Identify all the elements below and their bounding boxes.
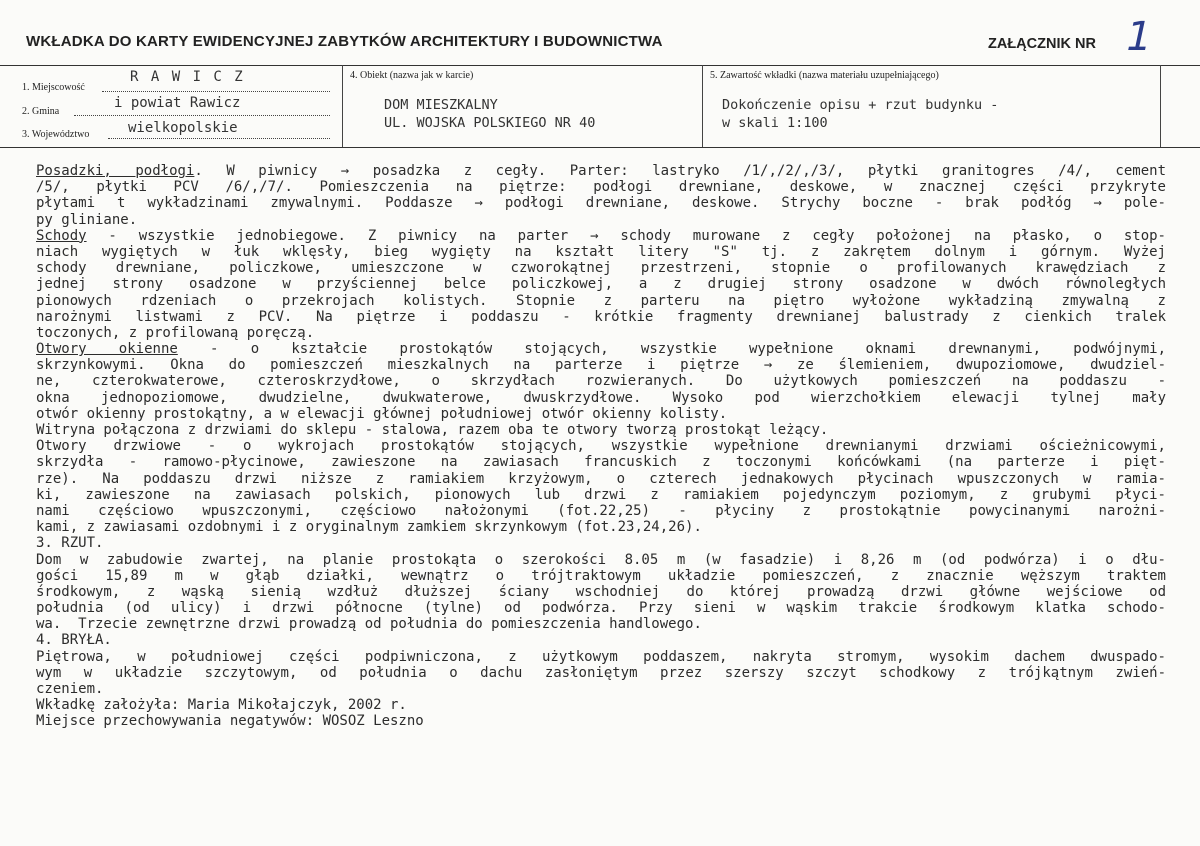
- object-name: DOM MIESZKALNY: [384, 97, 498, 113]
- wojewodztwo-value: wielkopolskie: [128, 120, 238, 136]
- text-line: [36, 163, 1166, 179]
- text-span: - wszystkie jednobiegowe. Z piwnicy na parter → schody murowane z cegły położonej na płasko, o stop-: [86, 227, 1166, 244]
- text-line: południa (od ulicy) i drzwi północne (tylne) od podwórza. Przy sieni w wąskim trakcie środkowym klatka schodo-: [36, 600, 1166, 617]
- dotted-line: [74, 115, 330, 116]
- text-line: kami, z zawiasami ozdobnymi i z oryginalnym zamkiem skrzynkowym (fot.23,24,26).: [36, 519, 702, 536]
- text-line: Piętrowa, w południowej części podpiwniczona, z użytkowym poddaszem, nakryta stromym, wysokim dachem dwuspado-: [36, 648, 1166, 665]
- text-line: Dom w zabudowie zwartej, na planie prostokąta o szerokości 8.05 m (w fasadzie) i 8,26 m (od podwórza) i o dłu-: [36, 551, 1166, 568]
- text-line: [36, 341, 1166, 357]
- gmina-label: 2. Gmina: [22, 106, 60, 117]
- text-line: okna jednopoziomowe, dwudzielne, dwukwaterowe, dwuskrzydłowe. Wysoko pod wierzchołkiem elewacji tylnej mały: [36, 389, 1166, 406]
- text-line: wa. Trzecie zewnętrzne drzwi prowadzą od południa do pomieszczenia handlowego.: [36, 616, 702, 633]
- text-line: toczonych, z profilowaną poręczą.: [36, 324, 315, 341]
- identification-boxes: [0, 65, 1200, 148]
- section-heading-massing: 4. BRYŁA.: [36, 632, 112, 649]
- box-divider: [702, 65, 703, 147]
- text-line: ki, zawieszone na zawiasach polskich, pionowych lub drzwi z ramiakiem pojedynczym poziomym, z grubymi płyci-: [36, 486, 1166, 503]
- box-divider: [342, 65, 343, 147]
- miejscowosc-value: R A W I C Z: [130, 69, 245, 85]
- gmina-value: i powiat Rawicz: [114, 95, 241, 111]
- text-line: nami częściowo wpuszczonymi, częściowo nałożonymi (fot.22,25) - płyciny z prostokątnie powycinanymi narożni-: [36, 502, 1166, 519]
- object-label: 4. Obiekt (nazwa jak w karcie): [350, 70, 474, 81]
- text-line: skrzynkowymi. Okna do pomieszczeń mieszkalnych na parterze i piętrze → ze ślemieniem, dwupoziomowe, dwudziel-: [36, 357, 1166, 374]
- box-divider: [1160, 65, 1161, 147]
- text-line: środkowym, z wąską sienią wzdłuż dłuższej ściany wschodniej do której prowadzą drzwi główne wejściowe od: [36, 583, 1166, 600]
- text-line: [36, 228, 1166, 244]
- section-heading-windows: Otwory okienne: [36, 341, 178, 358]
- negatives-location-line: Miejsce przechowywania negatywów: WOSOZ Leszno: [36, 713, 424, 730]
- section-heading-stairs: Schody: [36, 227, 87, 244]
- author-line: Wkładkę założyła: Maria Mikołajczyk, 2002 r.: [36, 697, 407, 714]
- annex-label: ZAŁĄCZNIK NR: [988, 36, 1096, 52]
- dotted-line: [108, 138, 330, 139]
- form-header: [0, 0, 1200, 66]
- text-line: schody drewniane, policzkowe, umieszczone w czworokątnej przestrzeni, stopnie o profilowanych krawędziach z: [36, 260, 1166, 277]
- miejscowosc-label: 1. Miejscowość: [22, 82, 85, 93]
- text-line: rze). Na poddaszu drzwi niższe z ramiakiem krzyżowym, o czterech jednakowych płycinach wpuszczonych w ramia-: [36, 470, 1166, 487]
- insert-content-line: w skali 1:100: [722, 115, 828, 131]
- text-line: otwór okienny prostokątny, a w elewacji głównej południowej otwór okienny kolisty.: [36, 405, 728, 422]
- text-line: skrzydła - ramowo-płycinowe, zawieszone na zawiasach francuskich z toczonymi końcówkami (na parterze i pięt-: [36, 454, 1166, 471]
- annex-number: 1: [1121, 14, 1157, 60]
- text-span: . W piwnicy → posadzka z cegły. Parter: lastryko /1/,/2/,/3/, płytki granitogres /4/, cement: [194, 163, 1166, 179]
- form-title: WKŁADKA DO KARTY EWIDENCYJNEJ ZABYTKÓW ARCHITEKTURY I BUDOWNICTWA: [26, 33, 663, 50]
- insert-content-label: 5. Zawartość wkładki (nazwa materiału uzupełniającego): [710, 70, 939, 81]
- text-line: pionowych rdzeniach o przekrojach kolistych. Stopnie z parteru na piętro wyłożone wykładziną zmywalną z: [36, 292, 1166, 309]
- wojewodztwo-label: 3. Województwo: [22, 129, 90, 140]
- dotted-line: [102, 91, 330, 92]
- section-heading-floors: Posadzki, podłogi: [36, 163, 195, 179]
- text-line: ne, czterokwaterowe, czteroskrzydłowe, o skrzydłach rozwieranych. Do użytkowych pomieszczeń na poddaszu -: [36, 373, 1166, 390]
- text-line: narożnymi listwami z PCV. Na piętrze i poddaszu - krótkie fragmenty drewnianej balustrady z cienkich tralek: [36, 308, 1166, 325]
- description-text: [36, 163, 1166, 730]
- text-line: gości 15,89 m w głąb działki, wewnątrz o trójtraktowym układzie pomieszczeń, z znacznie węższym traktem: [36, 567, 1166, 584]
- insert-content-line: Dokończenie opisu + rzut budynku -: [722, 97, 999, 113]
- text-line: jednej strony osadzone w przyściennej belce policzkowej, a z drugiej strony osadzone w dwóch równoległych: [36, 276, 1166, 293]
- text-line: /5/, płytki PCV /6/,/7/. Pomieszczenia na piętrze: podłogi drewniane, deskowe, w znacznej części przykryte: [36, 179, 1166, 196]
- text-line: wym w układzie szczytowym, od południa o dachu zasłoniętym przez szerszy szczyt schodkowy z trójkątnym zwień-: [36, 664, 1166, 681]
- text-line: płytami t wykładzinami zmywalnymi. Poddasze → podłogi drewniane, deskowe. Strychy boczne - brak podłóg → pole-: [36, 195, 1166, 212]
- text-span: - o kształcie prostokątów stojących, wszystkie wypełnione oknami drewnanymi, podwójnymi,: [177, 341, 1166, 358]
- text-line: niach wygiętych w łuk wklęsły, bieg wygięty na kształt litery "S" tj. z zakrętem dolnym i górnym. Wyżej: [36, 243, 1166, 260]
- text-line: py gliniane.: [36, 211, 138, 228]
- text-line: Witryna połączona z drzwiami do sklepu - stalowa, razem oba te otwory tworzą prostokąt leżący.: [36, 422, 829, 438]
- section-heading-plan: 3. RZUT.: [36, 535, 104, 552]
- text-line: Otwory drzwiowe - o wykrojach prostokątów stojących, wszystkie wypełnione drewnianymi drzwiami ościeżnicowymi,: [36, 438, 1166, 455]
- text-line: czeniem.: [36, 681, 104, 697]
- object-address: UL. WOJSKA POLSKIEGO NR 40: [384, 115, 596, 131]
